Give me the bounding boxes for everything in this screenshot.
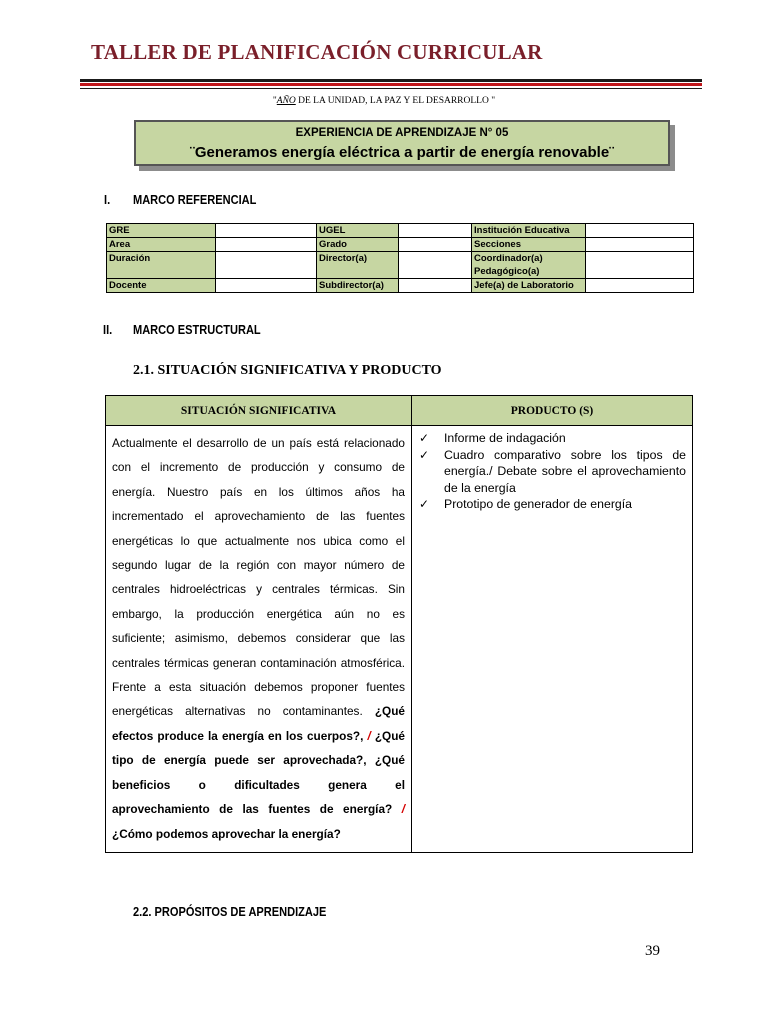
table-row — [107, 279, 694, 293]
situation-text: Actualmente el desarrollo de un país está relacionado con el incremento de producción y consumo de energía. Nuestro país en los últimos años ha incrementado el aprovechamiento de las fuentes energéticas lo que actualmente nos ubica como el segundo lugar de la región con mayor número de centrales hidroeléctricas y centrales térmicas. Sin embargo, la producción energética aún no es suficiente; asimismo, debemos considerar que las centrales térmicas generan contaminación atmosférica. Frente a esta situación debemos proponer fuentes energéticas alternativas no contaminantes. ¿Qué efectos produce la energía en los cuerpos?, / ¿Qué tipo de energía puede ser aprovechada?, ¿Qué beneficios o dificultades genera el aprovechamiento de las fuentes de energía? / ¿Cómo podemos aprovechar la energía? — [112, 436, 405, 841]
field-label: Docente — [107, 279, 216, 293]
table-row — [107, 238, 694, 252]
field-label: UGEL — [317, 224, 399, 238]
field-value — [586, 224, 694, 238]
field-label: Coordinador(a) Pedagógico(a) — [472, 252, 586, 279]
field-label: GRE — [107, 224, 216, 238]
field-value — [586, 252, 694, 279]
field-label: Area — [107, 238, 216, 252]
list-item: ✓ Cuadro comparativo sobre los tipos de energía./ Debate sobre el aprovechamiento de la energía — [419, 447, 686, 495]
field-value — [399, 279, 472, 293]
field-value — [216, 252, 317, 279]
list-item: ✓ Prototipo de generador de energía — [419, 497, 633, 511]
field-value — [586, 279, 694, 293]
experience-title-box — [134, 120, 670, 166]
table-row — [107, 224, 694, 238]
field-value — [586, 238, 694, 252]
question-3: ¿Cómo podemos aprovechar la energía? — [112, 826, 341, 841]
field-value — [216, 279, 317, 293]
situation-column-header: SITUACIÓN SIGNIFICATIVA — [106, 396, 412, 426]
field-label: Secciones — [472, 238, 586, 252]
field-label: Institución Educativa — [472, 224, 586, 238]
check-icon: ✓ — [419, 497, 430, 511]
field-label: Subdirector(a) — [317, 279, 399, 293]
question-2: ¿Qué tipo de energía puede ser aprovechada?, ¿Qué beneficios o dificultades genera el aprovechamiento de las fuentes de energía? — [112, 728, 405, 817]
year-motto: "AÑO DE LA UNIDAD, LA PAZ Y EL DESARROLLO " — [272, 96, 496, 106]
product-column-header: PRODUCTO (S) — [412, 396, 693, 426]
section-2-number: II. — [103, 322, 113, 337]
field-value — [216, 224, 317, 238]
list-item: ✓ Informe de indagación — [419, 431, 566, 445]
subsection-2-2-title: 2.2. PROPÓSITOS DE APRENDIZAJE — [133, 904, 327, 919]
table-row — [106, 426, 693, 853]
field-value — [216, 238, 317, 252]
situation-cell — [106, 426, 412, 853]
question-separator: / — [401, 802, 405, 817]
document-header-title: TALLER DE PLANIFICACIÓN CURRICULAR — [91, 40, 543, 64]
section-2-title: MARCO ESTRUCTURAL — [133, 322, 261, 337]
field-value — [399, 238, 472, 252]
field-label: Grado — [317, 238, 399, 252]
subsection-2-1-title: 2.1. SITUACIÓN SIGNIFICATIVA Y PRODUCTO — [133, 363, 442, 378]
situation-product-table — [105, 395, 693, 853]
referential-framework-table — [106, 223, 694, 293]
field-label: Jefe(a) de Laboratorio — [472, 279, 586, 293]
field-value — [399, 224, 472, 238]
experience-title: ¨Generamos energía eléctrica a partir de energía renovable¨ — [189, 144, 615, 161]
experience-number: EXPERIENCIA DE APRENDIZAJE N° 05 — [295, 127, 509, 139]
products-cell — [412, 426, 693, 853]
table-header-row — [106, 396, 693, 426]
field-value — [399, 252, 472, 279]
field-label: Director(a) — [317, 252, 399, 279]
check-icon: ✓ — [419, 447, 430, 462]
field-label: Duración — [107, 252, 216, 279]
question-separator: / — [367, 728, 371, 743]
section-1-number: I. — [104, 192, 111, 207]
table-row — [107, 252, 694, 279]
section-1-title: MARCO REFERENCIAL — [133, 192, 257, 207]
question-1: ¿Qué efectos produce la energía en los cuerpos?, — [112, 704, 405, 743]
check-icon: ✓ — [419, 431, 430, 445]
products-list — [412, 426, 692, 513]
page-number: 39 — [645, 943, 660, 959]
